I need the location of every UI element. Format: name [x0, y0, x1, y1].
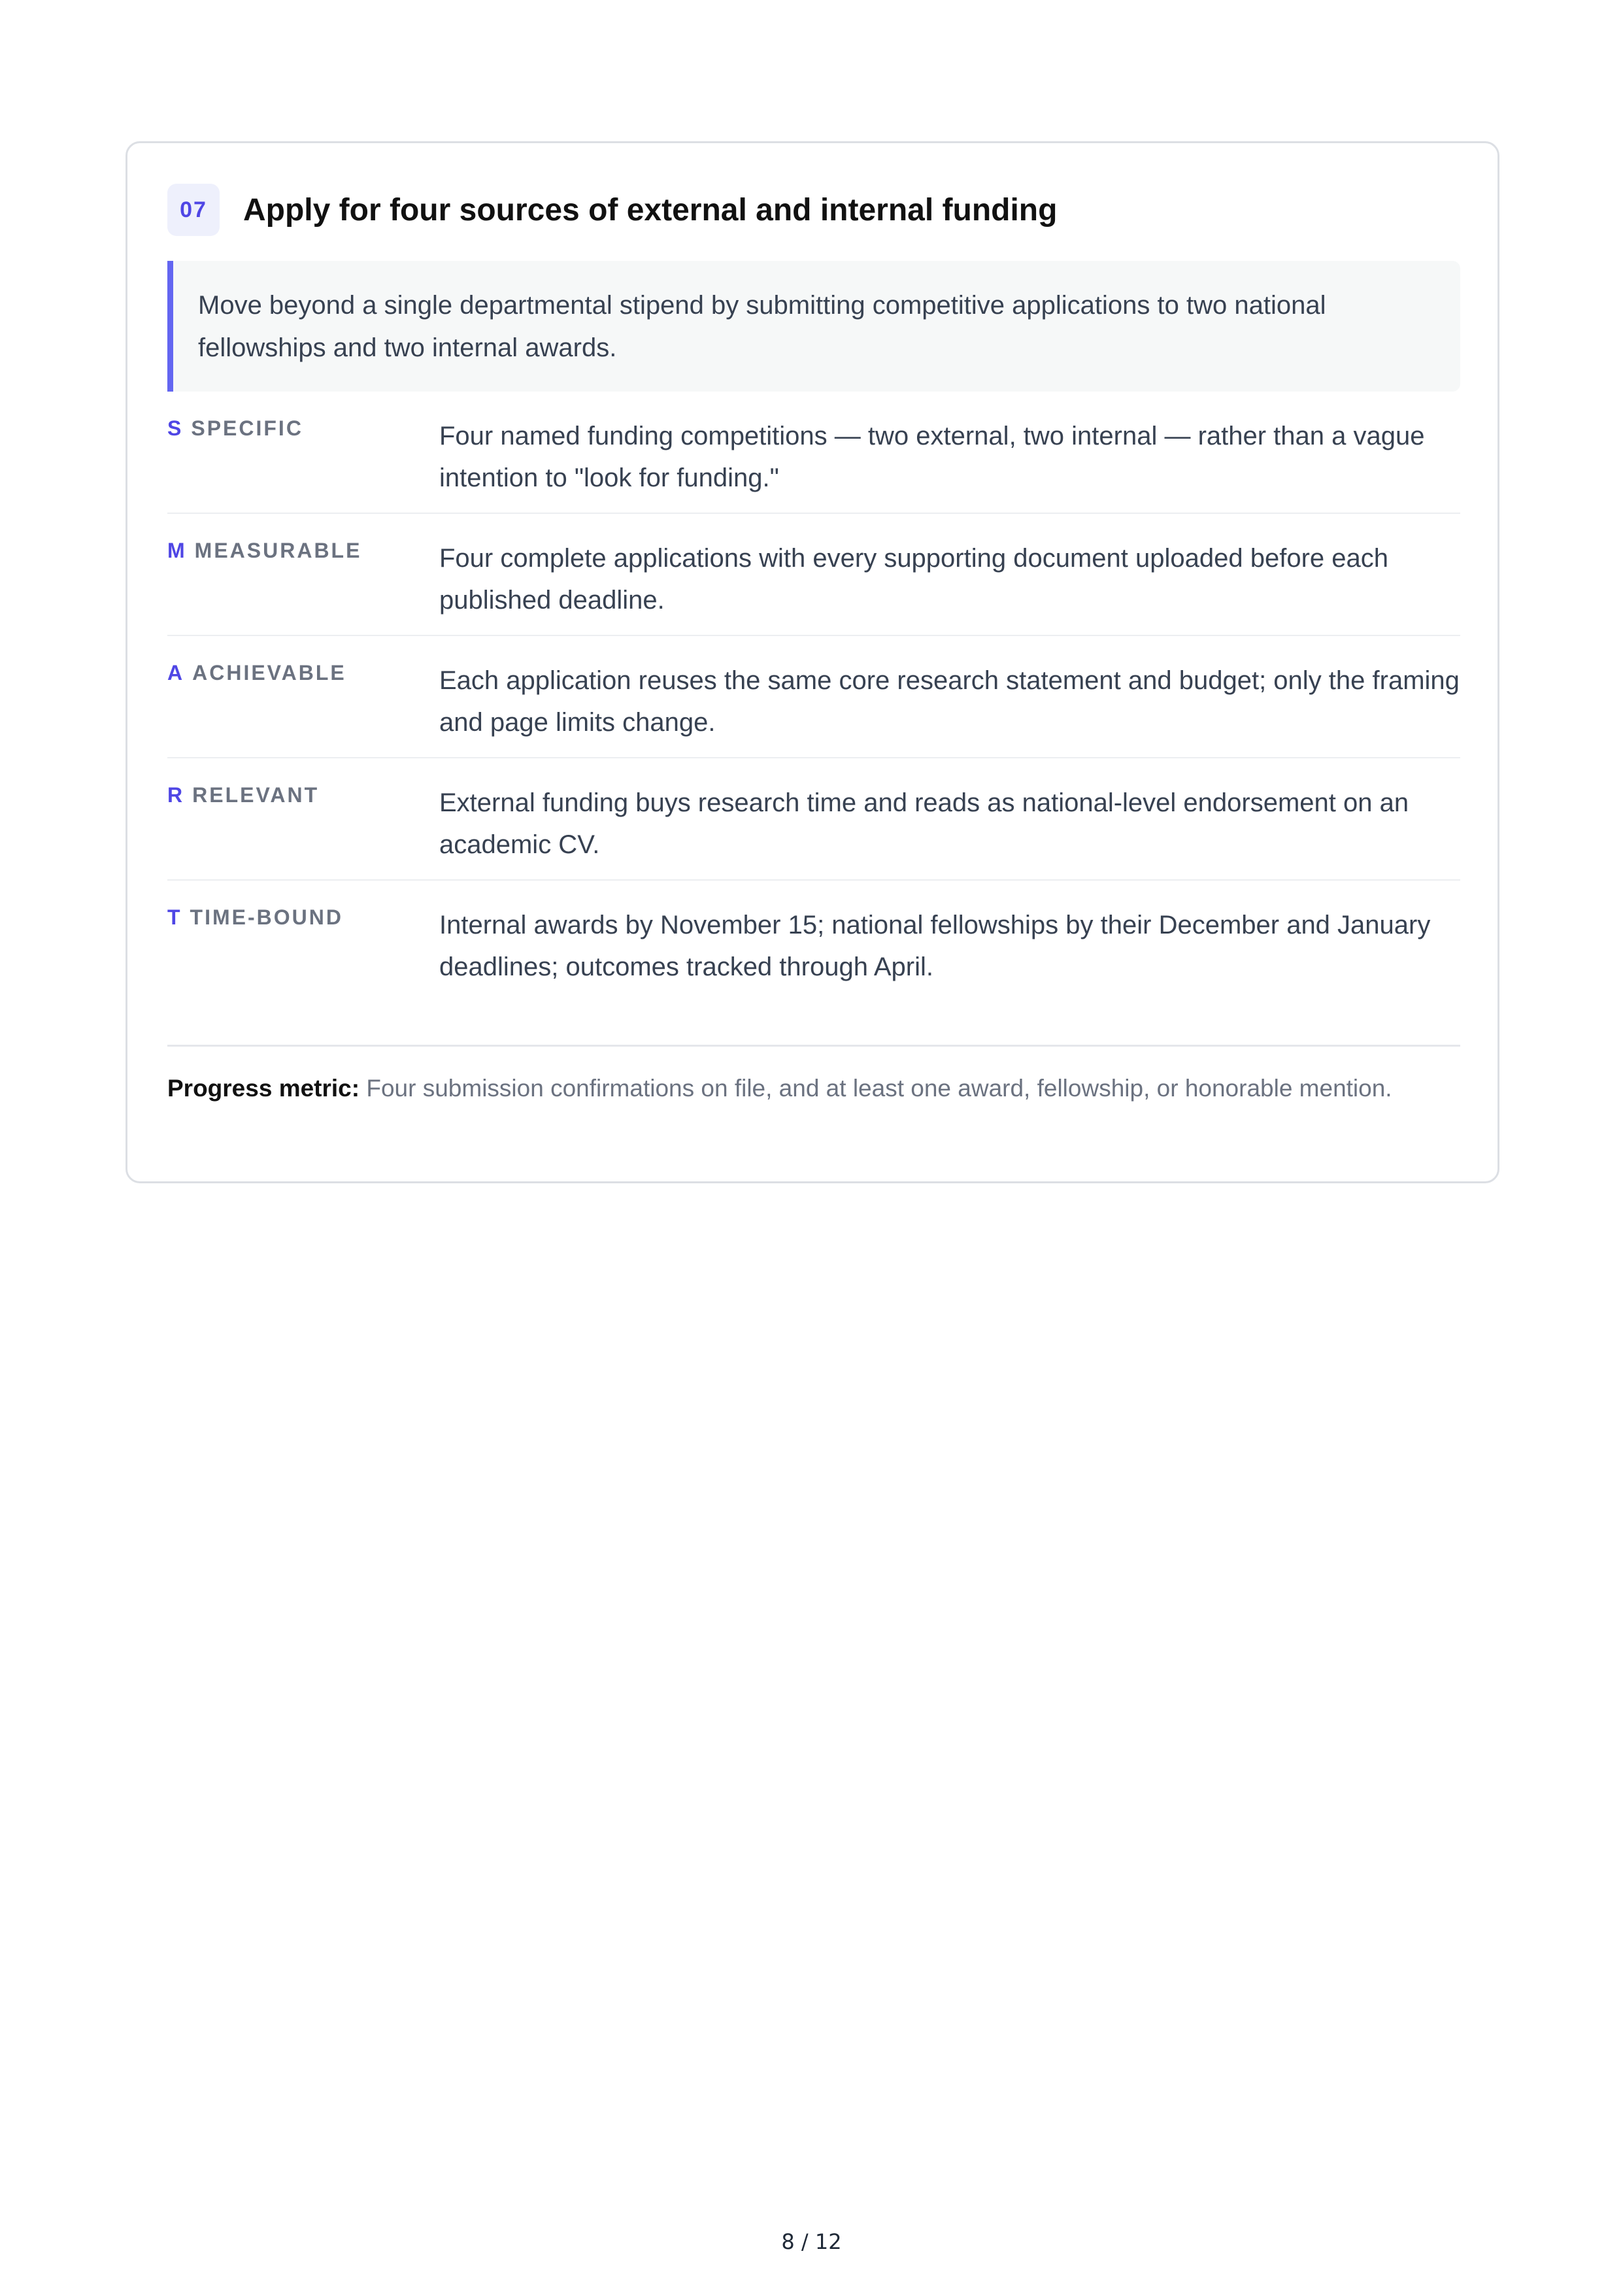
section-divider: [167, 1045, 1460, 1047]
smart-label: [167, 661, 346, 685]
smart-row-specific: [167, 392, 1460, 514]
smart-label: [167, 539, 361, 563]
smart-letter: M: [167, 539, 187, 562]
smart-description: Each application reuses the same core research statement and budget; only the framing and page limits change.: [439, 666, 1460, 737]
smart-row-relevant: [167, 758, 1460, 881]
goal-card: [125, 141, 1499, 1183]
smart-description: External funding buys research time and reads as national-level endorsement on an academic CV.: [439, 788, 1409, 859]
smart-criteria-list: [167, 392, 1460, 1003]
progress-metric-label: Progress metric:: [167, 1075, 360, 1102]
smart-letter: A: [167, 661, 185, 684]
smart-row-measurable: [167, 514, 1460, 636]
goal-summary: Move beyond a single departmental stipend by submitting competitive applications to two national fellowships and two internal awards.: [167, 261, 1460, 392]
smart-description: Four complete applications with every supporting document uploaded before each published deadline.: [439, 544, 1388, 615]
smart-letter: R: [167, 783, 185, 807]
goal-title: Apply for four sources of external and internal funding: [243, 192, 1058, 228]
smart-label-text: SPECIFIC: [191, 416, 303, 440]
goal-number-badge: 07: [167, 184, 220, 236]
page-number: 8 / 12: [781, 2229, 842, 2254]
smart-row-achievable: [167, 636, 1460, 758]
progress-metric-text: Four submission confirmations on file, and at least one award, fellowship, or honorable mention.: [366, 1075, 1392, 1102]
smart-letter: T: [167, 905, 182, 929]
smart-description: Four named funding competitions — two external, two internal — rather than a vague intention to "look for funding.": [439, 422, 1425, 492]
smart-description: Internal awards by November 15; national fellowships by their December and January deadlines; outcomes tracked through April.: [439, 911, 1431, 981]
smart-label: [167, 783, 319, 807]
smart-label-text: TIME-BOUND: [190, 905, 343, 929]
goal-header: [167, 184, 1057, 236]
smart-row-time-bound: [167, 881, 1460, 1003]
smart-label: [167, 905, 343, 930]
smart-label: [167, 416, 303, 441]
smart-label-text: MEASURABLE: [194, 539, 362, 562]
progress-metric: [167, 1069, 1460, 1107]
smart-letter: S: [167, 416, 184, 440]
smart-label-text: ACHIEVABLE: [192, 661, 346, 684]
smart-label-text: RELEVANT: [192, 783, 320, 807]
